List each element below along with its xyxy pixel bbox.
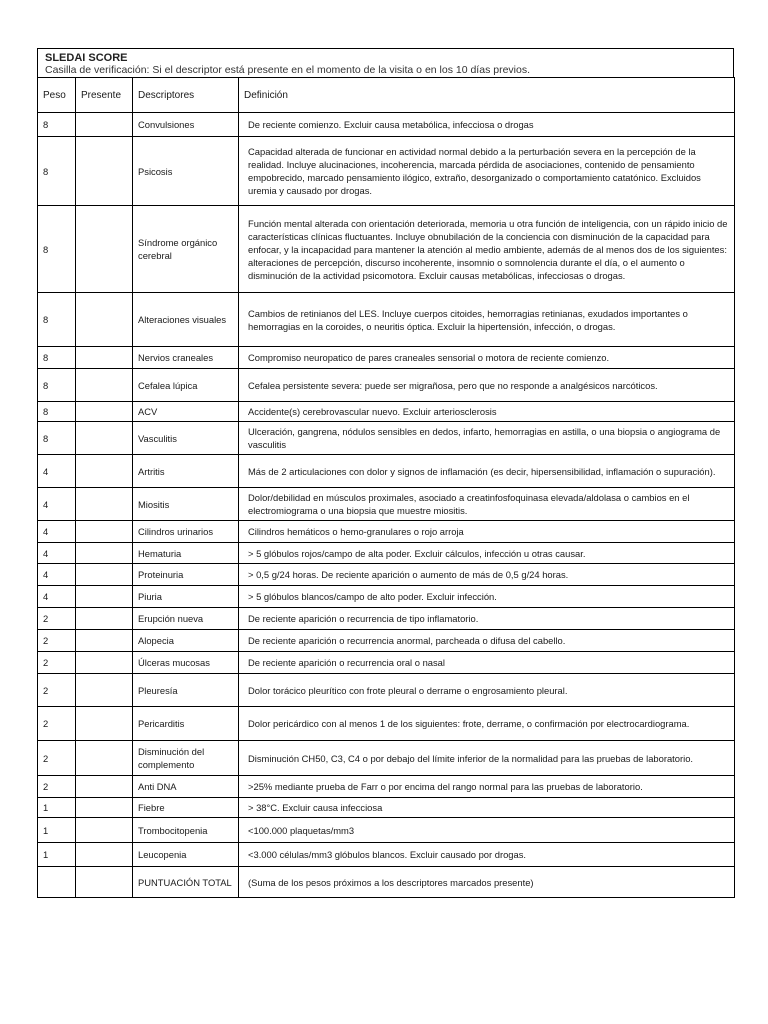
table-row <box>38 369 735 402</box>
descriptor-cell: Pleuresía <box>133 674 239 707</box>
descriptor-cell: Hematuria <box>133 543 239 564</box>
presente-checkbox-cell[interactable] <box>76 455 133 488</box>
definicion-cell: Cambios de retinianos del LES. Incluye cuerpos citoides, hemorragias retinianas, exudados importantes o hemorragias en la coroides, o neuritis óptica. Excluir la hipertensión, infección, o drogas. <box>239 293 735 347</box>
table-row <box>38 843 735 867</box>
presente-checkbox-cell[interactable] <box>76 586 133 608</box>
descriptor-cell: Convulsiones <box>133 113 239 137</box>
peso-cell: 4 <box>38 564 76 586</box>
definicion-cell: Cilindros hemáticos o hemo-granulares o rojo arroja <box>239 521 735 543</box>
descriptor-cell: Trombocitopenia <box>133 818 239 843</box>
sheet-subtitle: Casilla de verificación: Si el descriptor está presente en el momento de la visita o en los 10 días previos. <box>45 64 530 76</box>
table-row <box>38 422 735 455</box>
definicion-cell: De reciente aparición o recurrencia de tipo inflamatorio. <box>239 608 735 630</box>
table-row <box>38 488 735 521</box>
descriptor-cell: Psicosis <box>133 137 239 206</box>
peso-cell: 2 <box>38 630 76 652</box>
peso-cell: 4 <box>38 586 76 608</box>
definicion-cell: <100.000 plaquetas/mm3 <box>239 818 735 843</box>
col-header-definicion: Definición <box>239 78 735 113</box>
definicion-cell: Dolor pericárdico con al menos 1 de los siguientes: frote, derrame, o confirmación por electrocardiograma. <box>239 707 735 741</box>
presente-checkbox-cell[interactable] <box>76 630 133 652</box>
descriptor-cell: Leucopenia <box>133 843 239 867</box>
descriptor-cell: Miositis <box>133 488 239 521</box>
definicion-cell: >25% mediante prueba de Farr o por encima del rango normal para las pruebas de laboratorio. <box>239 776 735 798</box>
presente-checkbox-cell[interactable] <box>76 402 133 422</box>
peso-cell: 2 <box>38 674 76 707</box>
peso-cell: 8 <box>38 206 76 293</box>
table-row <box>38 206 735 293</box>
col-header-descriptores: Descriptores <box>133 78 239 113</box>
descriptor-cell: Piuria <box>133 586 239 608</box>
peso-cell: 2 <box>38 776 76 798</box>
peso-cell: 2 <box>38 741 76 776</box>
presente-checkbox-cell[interactable] <box>76 776 133 798</box>
definicion-cell: De reciente aparición o recurrencia oral o nasal <box>239 652 735 674</box>
peso-cell: 2 <box>38 652 76 674</box>
peso-cell: 1 <box>38 843 76 867</box>
peso-cell: 2 <box>38 707 76 741</box>
peso-cell: 4 <box>38 488 76 521</box>
peso-cell: 8 <box>38 402 76 422</box>
presente-checkbox-cell[interactable] <box>76 422 133 455</box>
definicion-cell: Compromiso neuropatico de pares craneales sensorial o motora de reciente comienzo. <box>239 347 735 369</box>
presente-checkbox-cell[interactable] <box>76 293 133 347</box>
definicion-cell: Disminución CH50, C3, C4 o por debajo del límite inferior de la normalidad para las pruebas de laboratorio. <box>239 741 735 776</box>
definicion-cell: Dolor torácico pleurítico con frote pleural o derrame o engrosamiento pleural. <box>239 674 735 707</box>
table-row <box>38 818 735 843</box>
peso-cell: 8 <box>38 113 76 137</box>
definicion-cell: > 38°C. Excluir causa infecciosa <box>239 798 735 818</box>
table-row <box>38 586 735 608</box>
table-row <box>38 741 735 776</box>
table-row <box>38 293 735 347</box>
presente-checkbox-cell[interactable] <box>76 652 133 674</box>
peso-cell: 8 <box>38 347 76 369</box>
presente-checkbox-cell[interactable] <box>76 867 133 898</box>
definicion-cell: Cefalea persistente severa: puede ser migrañosa, pero que no responde a analgésicos narcóticos. <box>239 369 735 402</box>
presente-checkbox-cell[interactable] <box>76 347 133 369</box>
table-row <box>38 402 735 422</box>
definicion-cell: (Suma de los pesos próximos a los descriptores marcados presente) <box>239 867 735 898</box>
peso-cell: 4 <box>38 455 76 488</box>
table-row <box>38 630 735 652</box>
definicion-cell: Función mental alterada con orientación deteriorada, memoria u otra función de inteligencia, con un rápido inicio de características clínicas fluctuantes. Incluye obnubilación de la conciencia con disminución de la capacidad para enfocar, y la incapacidad para mantener la atención al medio ambiente, además de al menos dos de los siguientes: alteraciones de percepción, discurso incoherente, insomnio o somnolencia durante el día, o el aumento o disminución de la actividad psicomotora. Excluir causas metabólicas, infecciosas o drogas. <box>239 206 735 293</box>
sledai-table <box>37 77 735 898</box>
peso-cell <box>38 867 76 898</box>
peso-cell: 4 <box>38 543 76 564</box>
table-row <box>38 455 735 488</box>
definicion-cell: Ulceración, gangrena, nódulos sensibles en dedos, infarto, hemorragias en astilla, o una biopsia o angiograma de vasculitis <box>239 422 735 455</box>
col-header-peso: Peso <box>38 78 76 113</box>
presente-checkbox-cell[interactable] <box>76 707 133 741</box>
presente-checkbox-cell[interactable] <box>76 113 133 137</box>
presente-checkbox-cell[interactable] <box>76 521 133 543</box>
descriptor-cell: Vasculitis <box>133 422 239 455</box>
descriptor-cell: Úlceras mucosas <box>133 652 239 674</box>
peso-cell: 1 <box>38 818 76 843</box>
definicion-cell: Dolor/debilidad en músculos proximales, asociado a creatinfosfoquinasa elevada/aldolasa o cambios en el electromiograma o una biopsia que muestre miositis. <box>239 488 735 521</box>
peso-cell: 8 <box>38 369 76 402</box>
peso-cell: 8 <box>38 422 76 455</box>
descriptor-cell: Pericarditis <box>133 707 239 741</box>
descriptor-cell: Proteinuria <box>133 564 239 586</box>
presente-checkbox-cell[interactable] <box>76 741 133 776</box>
peso-cell: 2 <box>38 608 76 630</box>
table-row <box>38 652 735 674</box>
peso-cell: 4 <box>38 521 76 543</box>
descriptor-cell: Artritis <box>133 455 239 488</box>
descriptor-cell: Erupción nueva <box>133 608 239 630</box>
sheet-header <box>37 48 734 77</box>
descriptor-cell: Alteraciones visuales <box>133 293 239 347</box>
presente-checkbox-cell[interactable] <box>76 798 133 818</box>
definicion-cell: Más de 2 articulaciones con dolor y signos de inflamación (es decir, hipersensibilidad, inflamación o supuración). <box>239 455 735 488</box>
definicion-cell: Capacidad alterada de funcionar en actividad normal debido a la perturbación severa en la percepción de la realidad. Incluye alucinaciones, incoherencia, marcada pérdida de asociaciones, contenido de pensamiento empobrecido, marcado pensamiento ilógico, extraño, desorganizado o comportamiento catatónico. Excluidos uremia y causado por drogas. <box>239 137 735 206</box>
sledai-sheet <box>37 48 734 898</box>
peso-cell: 8 <box>38 137 76 206</box>
definicion-cell: Accidente(s) cerebrovascular nuevo. Excluir arteriosclerosis <box>239 402 735 422</box>
descriptor-cell: Alopecia <box>133 630 239 652</box>
definicion-cell: De reciente comienzo. Excluir causa metabólica, infecciosa o drogas <box>239 113 735 137</box>
definicion-cell: > 5 glóbulos blancos/campo de alto poder. Excluir infección. <box>239 586 735 608</box>
descriptor-cell: Cefalea lúpica <box>133 369 239 402</box>
definicion-cell: <3.000 células/mm3 glóbulos blancos. Excluir causado por drogas. <box>239 843 735 867</box>
table-row <box>38 521 735 543</box>
presente-checkbox-cell[interactable] <box>76 564 133 586</box>
presente-checkbox-cell[interactable] <box>76 818 133 843</box>
descriptor-cell: Nervios craneales <box>133 347 239 369</box>
definicion-cell: De reciente aparición o recurrencia anormal, parcheada o difusa del cabello. <box>239 630 735 652</box>
table-row <box>38 674 735 707</box>
descriptor-cell: Anti DNA <box>133 776 239 798</box>
presente-checkbox-cell[interactable] <box>76 206 133 293</box>
table-row <box>38 707 735 741</box>
descriptor-cell: Disminución del complemento <box>133 741 239 776</box>
descriptor-cell: ACV <box>133 402 239 422</box>
table-row <box>38 608 735 630</box>
table-row <box>38 137 735 206</box>
descriptor-cell: Cilindros urinarios <box>133 521 239 543</box>
table-row <box>38 347 735 369</box>
definicion-cell: > 0,5 g/24 horas. De reciente aparición o aumento de más de 0,5 g/24 horas. <box>239 564 735 586</box>
peso-cell: 1 <box>38 798 76 818</box>
presente-checkbox-cell[interactable] <box>76 543 133 564</box>
presente-checkbox-cell[interactable] <box>76 488 133 521</box>
peso-cell: 8 <box>38 293 76 347</box>
presente-checkbox-cell[interactable] <box>76 137 133 206</box>
table-row <box>38 564 735 586</box>
table-row <box>38 776 735 798</box>
col-header-presente: Presente <box>76 78 133 113</box>
presente-checkbox-cell[interactable] <box>76 843 133 867</box>
descriptor-cell: PUNTUACIÓN TOTAL <box>133 867 239 898</box>
table-row <box>38 113 735 137</box>
sheet-title: SLEDAI SCORE <box>45 52 128 64</box>
table-row <box>38 867 735 898</box>
table-header-row <box>38 78 735 113</box>
descriptor-cell: Fiebre <box>133 798 239 818</box>
table-row <box>38 543 735 564</box>
descriptor-cell: Síndrome orgánico cerebral <box>133 206 239 293</box>
presente-checkbox-cell[interactable] <box>76 369 133 402</box>
table-row <box>38 798 735 818</box>
presente-checkbox-cell[interactable] <box>76 674 133 707</box>
definicion-cell: > 5 glóbulos rojos/campo de alta poder. Excluir cálculos, infección u otras causar. <box>239 543 735 564</box>
presente-checkbox-cell[interactable] <box>76 608 133 630</box>
